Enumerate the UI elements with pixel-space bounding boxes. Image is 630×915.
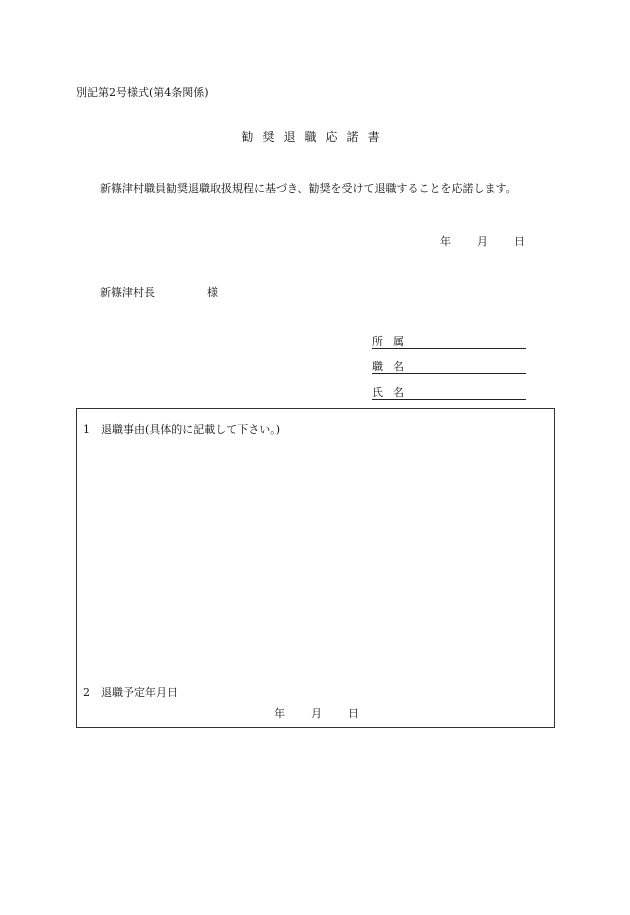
date-day: 日 <box>514 235 525 248</box>
position-label: 職名 <box>372 360 414 373</box>
item-number: 2 <box>83 686 90 699</box>
document-title: 勧奨退職応諾書 <box>241 130 389 144</box>
date-day: 日 <box>348 707 359 720</box>
addressee <box>100 284 218 300</box>
date-month: 月 <box>311 707 322 720</box>
addressee-name: 新篠津村長 <box>100 286 155 299</box>
consent-statement: 新篠津村職員勧奨退職取扱規程に基づき、勧奨を受けて退職することを応諾します。 <box>100 182 517 195</box>
date-month: 月 <box>477 235 488 248</box>
item-label: 退職事由(具体的に記載して下さい。) <box>101 423 281 436</box>
retirement-date <box>274 705 359 721</box>
retirement-reason-item <box>83 421 280 437</box>
item-label: 退職予定年月日 <box>101 686 178 699</box>
addressee-honorific: 様 <box>207 286 218 299</box>
form-reference: 別記第2号様式(第4条関係) <box>76 86 209 99</box>
date-year: 年 <box>440 235 451 248</box>
date-year: 年 <box>274 707 285 720</box>
affiliation-field[interactable] <box>372 333 526 349</box>
submission-date <box>440 233 525 249</box>
position-field[interactable] <box>372 358 526 374</box>
name-field[interactable] <box>372 384 526 400</box>
retirement-date-item <box>83 684 178 700</box>
details-box <box>76 408 555 728</box>
item-number: 1 <box>83 423 90 436</box>
affiliation-label: 所属 <box>372 335 414 348</box>
name-label: 氏名 <box>372 386 414 399</box>
